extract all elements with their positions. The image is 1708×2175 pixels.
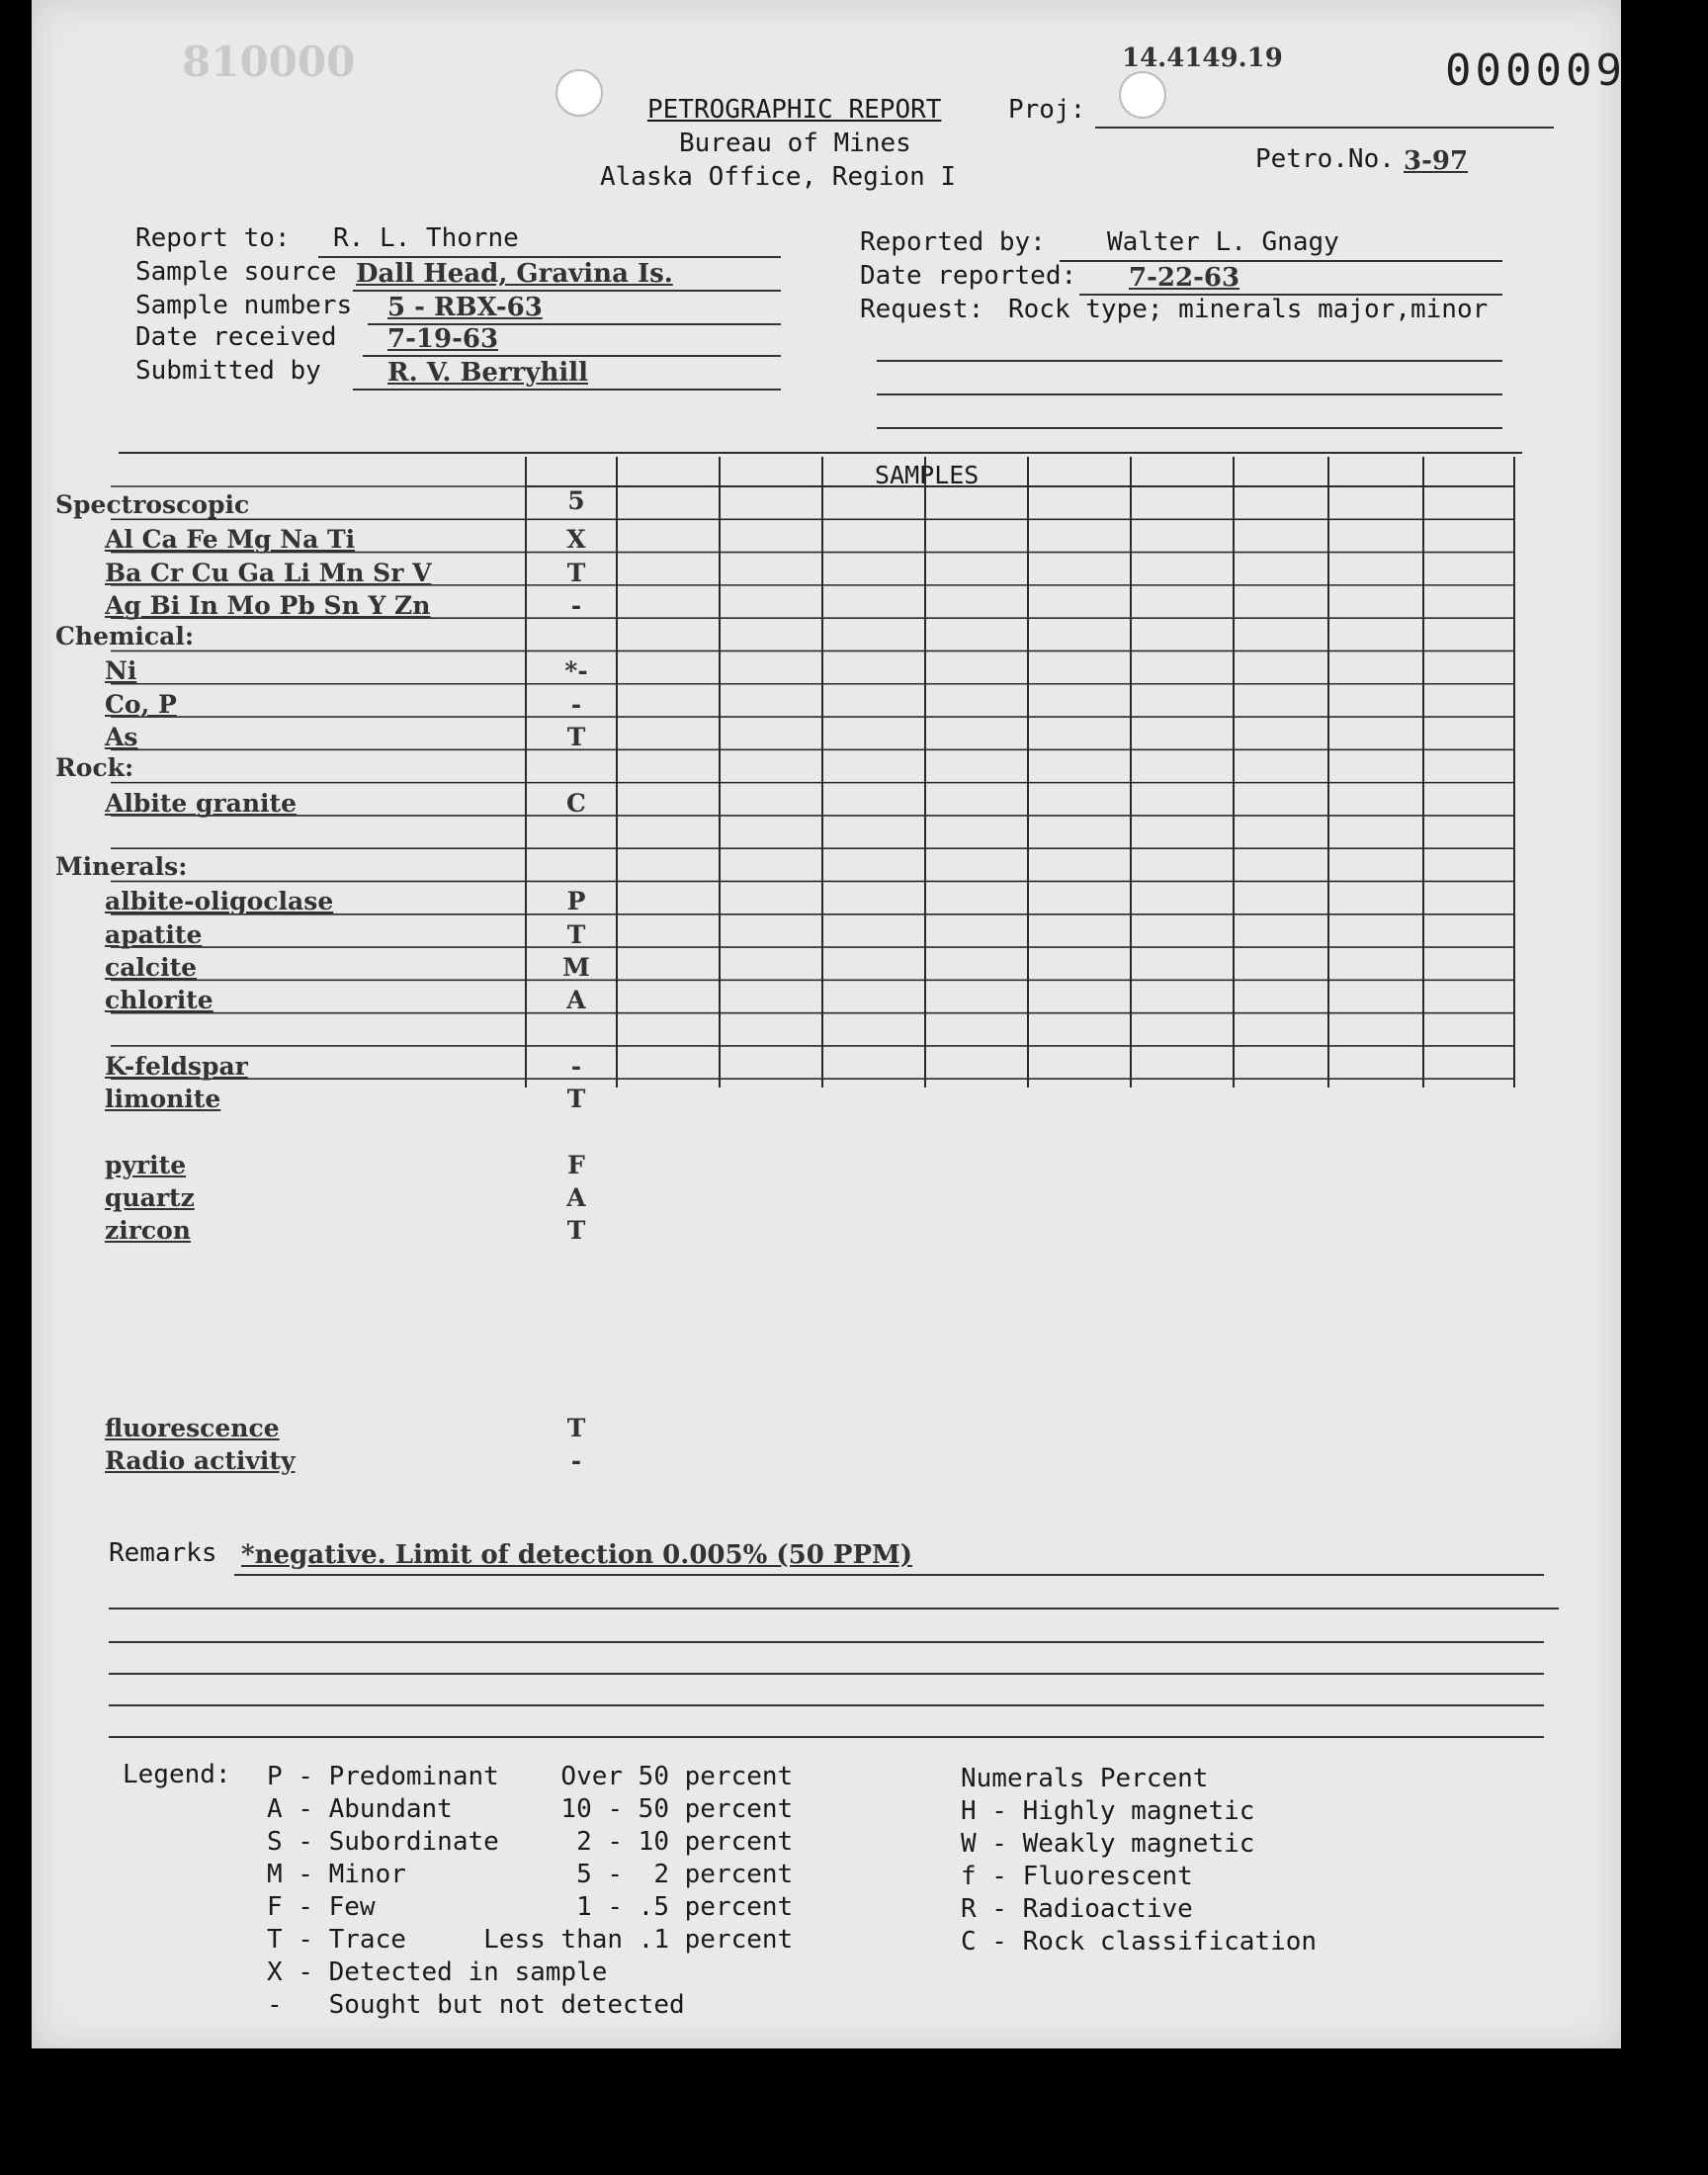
sample-5-value: A [566,986,586,1015]
legend-entry: M - Minor 5 - 2 percent [267,1860,794,1889]
row-label: Ag Bi In Mo Pb Sn Y Zn [105,590,431,620]
row-label: zircon [105,1216,191,1246]
legend-entry: F - Few 1 - .5 percent [267,1892,794,1922]
sample-5-value: *- [564,656,588,686]
row-label: calcite [105,953,198,983]
document-number: 14.4149.19 [1122,44,1283,73]
legend-entry: X - Detected in sample [267,1958,608,1987]
petro-label: Petro.No. [1255,144,1395,174]
legend-entry: - Sought but not detected [267,1990,685,2020]
page-stamp: 000009 [1445,45,1626,96]
sample-5-value: - [570,689,582,719]
row-heading: Chemical: [55,622,195,652]
row-label: Ni [105,656,137,686]
request-value: Rock type; minerals major,minor [1008,295,1489,324]
date-received-value: 7-19-63 [387,324,499,354]
legend-entry: H - Highly magnetic [961,1796,1255,1826]
sample-5-value: T [566,558,586,587]
sample-5-value: A [566,1183,586,1213]
sample-source-value: Dall Head, Gravina Is. [356,259,673,289]
row-label: albite-oligoclase [105,887,334,916]
org-name: Bureau of Mines [679,129,911,158]
sample-5-value: M [562,953,590,983]
row-label: Al Ca Fe Mg Na Ti [105,525,356,555]
remarks-label: Remarks [109,1538,217,1568]
row-heading: Spectroscopic [55,490,250,519]
sample-source-label: Sample source [135,257,337,287]
row-label: As [105,723,138,752]
sample-5-value: - [570,1051,582,1081]
legend-right-column [961,1764,1317,1959]
submitted-by-label: Submitted by [135,356,321,386]
legend-entry: f - Fluorescent [961,1862,1193,1891]
request-label: Request: [860,295,984,324]
row-label: apatite [105,919,203,949]
sample-5-value: X [566,525,586,555]
sample-5-value: T [566,1216,586,1246]
report-to-label: Report to: [135,223,291,253]
remarks-line-2 [109,1608,1559,1610]
report-title: PETROGRAPHIC REPORT [647,95,942,125]
row-heading: Rock: [55,753,134,783]
reported-by-label: Reported by: [860,227,1046,257]
legend-entry: W - Weakly magnetic [961,1829,1255,1859]
legend-entry: C - Rock classification [961,1927,1318,1957]
legend-entry: S - Subordinate 2 - 10 percent [267,1827,794,1857]
legend-entry: Numerals Percent [961,1764,1209,1793]
remarks-line-4 [109,1673,1544,1675]
org-office: Alaska Office, Region I [600,162,957,192]
legend-entry: P - Predominant Over 50 percent [267,1762,794,1791]
report-to-value: R. L. Thorne [333,223,519,253]
row-label: quartz [105,1183,195,1213]
remarks-line-3 [109,1641,1544,1643]
row-label: chlorite [105,986,214,1015]
faded-stamp: 810000 [182,38,356,86]
remarks-line-5 [109,1704,1544,1706]
sample-numbers-label: Sample numbers [135,291,353,320]
sample-5-value: C [566,788,586,818]
legend-entry: R - Radioactive [961,1894,1193,1924]
sample-5-value: F [567,1150,585,1179]
legend-label: Legend: [123,1760,231,1789]
sample-5-value: - [570,1446,582,1476]
row-heading: Minerals: [55,852,188,882]
date-reported-value: 7-22-63 [1129,263,1240,293]
sample-5-value: T [566,1085,586,1114]
row-label: limonite [105,1085,221,1114]
submitted-by-value: R. V. Berryhill [387,358,588,388]
legend-entry: T - Trace Less than .1 percent [267,1925,794,1955]
legend-left-column [267,1762,793,2023]
petro-number: 3-97 [1404,146,1469,176]
reported-by-value: Walter L. Gnagy [1107,227,1339,257]
sample-5-value: T [566,723,586,752]
sample-number-5: 5 [567,486,585,515]
remarks-line-6 [109,1736,1544,1738]
proj-label: Proj: [1008,95,1086,125]
date-reported-label: Date reported: [860,261,1077,291]
row-label: Ba Cr Cu Ga Li Mn Sr V [105,558,432,587]
row-label: K-feldspar [105,1051,248,1081]
sample-5-value: T [566,1414,586,1443]
remarks-line-1 [234,1574,1544,1576]
row-label: pyrite [105,1150,187,1179]
row-label: Radio activity [105,1446,296,1476]
report-page [32,0,1626,2048]
row-label: Co, P [105,689,177,719]
samples-header: SAMPLES [875,461,980,489]
sample-5-value: - [570,590,582,620]
row-label: fluorescence [105,1414,280,1443]
date-received-label: Date received [135,322,337,352]
remarks-text: *negative. Limit of detection 0.005% (50 PPM) [241,1540,913,1570]
sample-5-value: P [566,887,586,916]
legend-entry: A - Abundant 10 - 50 percent [267,1794,794,1824]
sample-numbers-value: 5 - RBX-63 [387,293,543,322]
sample-5-value: T [566,919,586,949]
row-label: Albite granite [105,788,298,818]
